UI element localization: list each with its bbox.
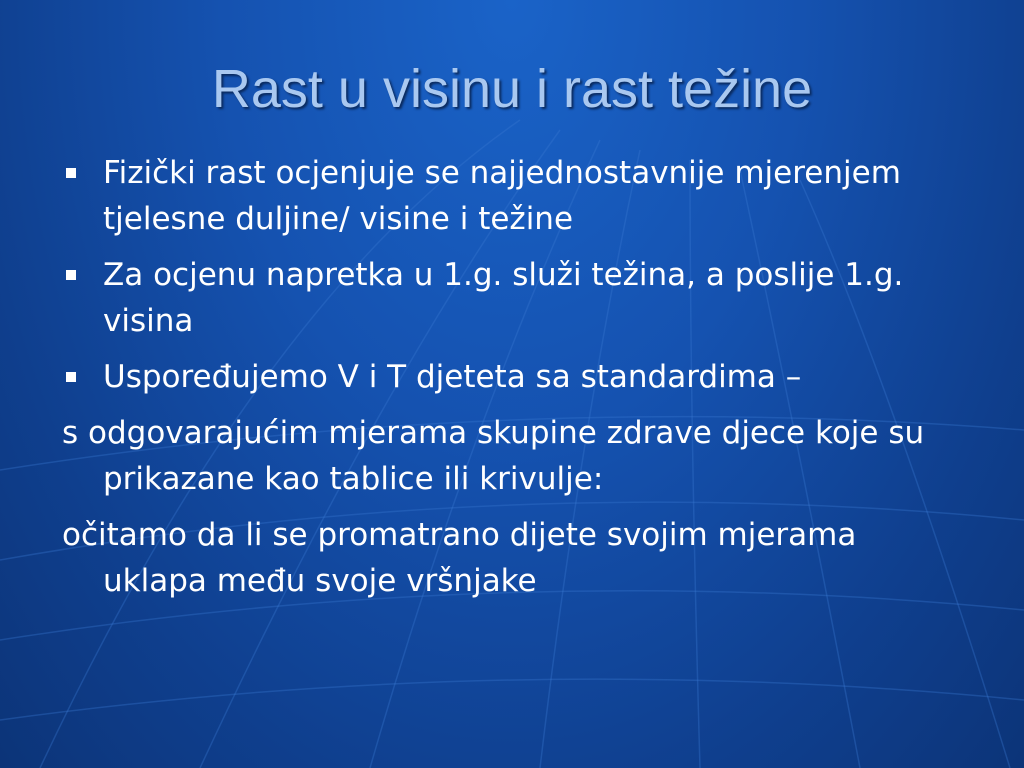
paragraph: očitamo da li se promatrano dijete svojim mjerama uklapa među svoje vršnjake — [62, 517, 857, 599]
slide-title: Rast u visinu i rast težine — [211, 59, 813, 119]
bullet-item — [0, 150, 1024, 242]
bullet-item — [0, 354, 1024, 400]
bullet-item — [0, 252, 1024, 344]
square-bullet-icon — [66, 168, 76, 178]
slide-content — [0, 150, 1024, 614]
bullet-text: Uspoređujemo V i T djeteta sa standardima – — [103, 359, 802, 395]
square-bullet-icon — [66, 270, 76, 280]
bullet-text: Fizički rast ocjenjuje se najjednostavnije mjerenjem tjelesne duljine/ visine i težine — [103, 155, 901, 237]
square-bullet-icon — [66, 372, 76, 382]
paragraph: s odgovarajućim mjerama skupine zdrave djece koje su prikazane kao tablice ili krivulje: — [62, 415, 925, 497]
bullet-text: Za ocjenu napretka u 1.g. služi težina, a poslije 1.g. visina — [103, 257, 904, 339]
